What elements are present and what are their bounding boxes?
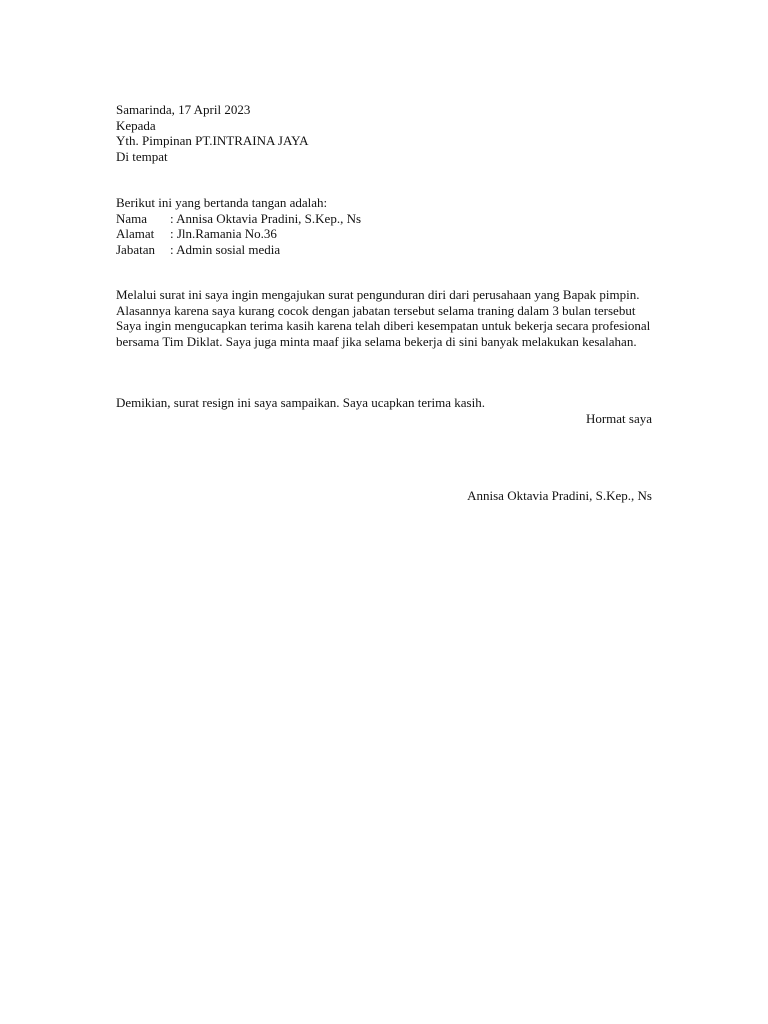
closing-section bbox=[116, 395, 652, 426]
letter-header bbox=[116, 102, 652, 164]
identity-label: Jabatan bbox=[116, 241, 155, 257]
identity-value: : Annisa Oktavia Pradini, S.Kep., Ns bbox=[170, 210, 362, 226]
identity-value: : Admin sosial media bbox=[170, 241, 281, 257]
identity-label: Nama bbox=[116, 210, 148, 226]
identity-intro: Berikut ini yang bertanda tangan adalah: bbox=[116, 195, 328, 210]
body-paragraph-thanks: Saya ingin mengucapkan terima kasih karena telah diberi kesempatan untuk bekerja secara profesional bersama Tim Diklat. Saya juga minta maaf jika selama bekerja di sini banyak melakukan kesalahan. bbox=[116, 318, 651, 349]
place-date: Samarinda, 17 April 2023 bbox=[116, 102, 251, 117]
signature-name: Annisa Oktavia Pradini, S.Kep., Ns bbox=[467, 488, 652, 503]
signature-salutation: Hormat saya bbox=[585, 410, 652, 426]
identity-label: Alamat bbox=[116, 226, 155, 241]
identity-row-address bbox=[116, 226, 652, 242]
identity-value: : Jln.Ramania No.36 bbox=[170, 226, 277, 241]
recipient-to: Kepada bbox=[116, 117, 156, 133]
body-paragraph-resignation: Melalui surat ini saya ingin mengajukan surat pengunduran diri dari perusahaan yang Bapak pimpin. Alasannya karena saya kurang cocok dengan jabatan tersebut selama traning dalam 3 bulan tersebut bbox=[116, 287, 640, 318]
signature-block bbox=[116, 488, 652, 504]
identity-row-position bbox=[116, 242, 652, 258]
identity-row-name bbox=[116, 211, 652, 227]
recipient-location: Di tempat bbox=[116, 148, 168, 164]
recipient-name: Yth. Pimpinan PT.INTRAINA JAYA bbox=[116, 133, 309, 148]
letter-body bbox=[116, 287, 652, 349]
closing-statement: Demikian, surat resign ini saya sampaikan. Saya ucapkan terima kasih. bbox=[116, 395, 485, 410]
identity-section bbox=[116, 195, 652, 257]
